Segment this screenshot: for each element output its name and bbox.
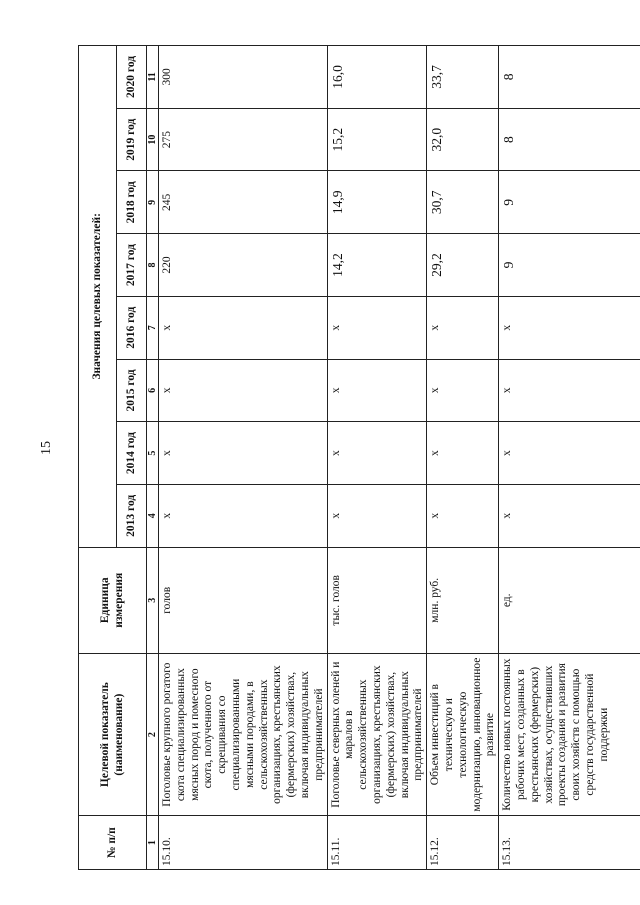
table-row xyxy=(499,46,640,870)
value-cell: х xyxy=(499,422,640,485)
col-number: 10 xyxy=(147,108,159,171)
value-cell: х xyxy=(327,484,427,547)
value-cell: 300 xyxy=(159,46,328,109)
year-2013: 2013 год xyxy=(117,484,147,547)
value-cell: 32,0 xyxy=(427,108,499,171)
row-name: Количество новых постоянных рабочих мест, созданных в крестьянских (фермерских) хозяйствах, осуществивших проекты создания и развития своих хозяйств с помощью средств государственной поддержки xyxy=(499,653,640,815)
value-cell: 8 xyxy=(499,108,640,171)
row-name: Объем инвестиций в техническую и технологическую модернизацию, инновационное развитие xyxy=(427,653,499,815)
col-number: 6 xyxy=(147,359,159,422)
value-cell: х xyxy=(427,422,499,485)
value-cell: 9 xyxy=(499,234,640,297)
value-cell: 16,0 xyxy=(327,46,427,109)
table-row xyxy=(159,46,328,870)
value-cell: х xyxy=(327,296,427,359)
value-cell: 220 xyxy=(159,234,328,297)
col-number: 7 xyxy=(147,296,159,359)
row-name: Поголовье крупного рогатого скота специализированных мясных пород и помесного скота, полученного от скрещивания со специализированными мясными породами, в сельскохозяйственных организациях, крестьянских (фермерских) хозяйствах, включая индивидуальных предпринимателей xyxy=(159,653,328,815)
row-unit: млн. руб. xyxy=(427,547,499,653)
year-2017: 2017 год xyxy=(117,234,147,297)
col-number: 3 xyxy=(147,547,159,653)
row-unit: голов xyxy=(159,547,328,653)
value-cell: 9 xyxy=(499,171,640,234)
header-num: № п/п xyxy=(79,816,147,870)
value-cell: 245 xyxy=(159,171,328,234)
row-num: 15.13. xyxy=(499,816,640,870)
year-2019: 2019 год xyxy=(117,108,147,171)
value-cell: х xyxy=(159,296,328,359)
year-2014: 2014 год xyxy=(117,422,147,485)
value-cell: 33,7 xyxy=(427,46,499,109)
col-number: 11 xyxy=(147,46,159,109)
row-num: 15.12. xyxy=(427,816,499,870)
value-cell: 29,2 xyxy=(427,234,499,297)
value-cell: 275 xyxy=(159,108,328,171)
row-num: 15.11. xyxy=(327,816,427,870)
page-number: 15 xyxy=(39,441,54,455)
value-cell: х xyxy=(427,296,499,359)
row-unit: ед. xyxy=(499,547,640,653)
value-cell: х xyxy=(327,359,427,422)
value-cell: х xyxy=(159,422,328,485)
value-cell: 8 xyxy=(499,46,640,109)
value-cell: х xyxy=(427,359,499,422)
table-row xyxy=(427,46,499,870)
value-cell: х xyxy=(159,359,328,422)
header-unit: Единица измерения xyxy=(79,547,147,653)
targets-table xyxy=(78,45,640,870)
col-number: 8 xyxy=(147,234,159,297)
col-number: 1 xyxy=(147,816,159,870)
col-number: 2 xyxy=(147,653,159,815)
col-number: 9 xyxy=(147,171,159,234)
row-unit: тыс. голов xyxy=(327,547,427,653)
value-cell: 14,9 xyxy=(327,171,427,234)
value-cell: х xyxy=(427,484,499,547)
value-cell: 14,2 xyxy=(327,234,427,297)
value-cell: 15,2 xyxy=(327,108,427,171)
value-cell: х xyxy=(327,422,427,485)
row-num: 15.10. xyxy=(159,816,328,870)
row-name: Поголовье северных оленей и маралов в сельскохозяйственных организациях, крестьянских (фермерских) хозяйствах, включая индивидуальных предпринимателей xyxy=(327,653,427,815)
year-2018: 2018 год xyxy=(117,171,147,234)
value-cell: 30,7 xyxy=(427,171,499,234)
table-row xyxy=(327,46,427,870)
header-name: Целевой показатель (наименование) xyxy=(79,653,147,815)
value-cell: х xyxy=(499,359,640,422)
value-cell: х xyxy=(499,296,640,359)
header-values-group: Значения целевых показателей: xyxy=(79,46,117,548)
header-row xyxy=(79,46,117,870)
year-2015: 2015 год xyxy=(117,359,147,422)
col-number: 4 xyxy=(147,484,159,547)
year-2016: 2016 год xyxy=(117,296,147,359)
value-cell: х xyxy=(499,484,640,547)
rotated-table-container xyxy=(78,45,613,870)
year-2020: 2020 год xyxy=(117,46,147,109)
value-cell: х xyxy=(159,484,328,547)
column-number-row xyxy=(147,46,159,870)
col-number: 5 xyxy=(147,422,159,485)
